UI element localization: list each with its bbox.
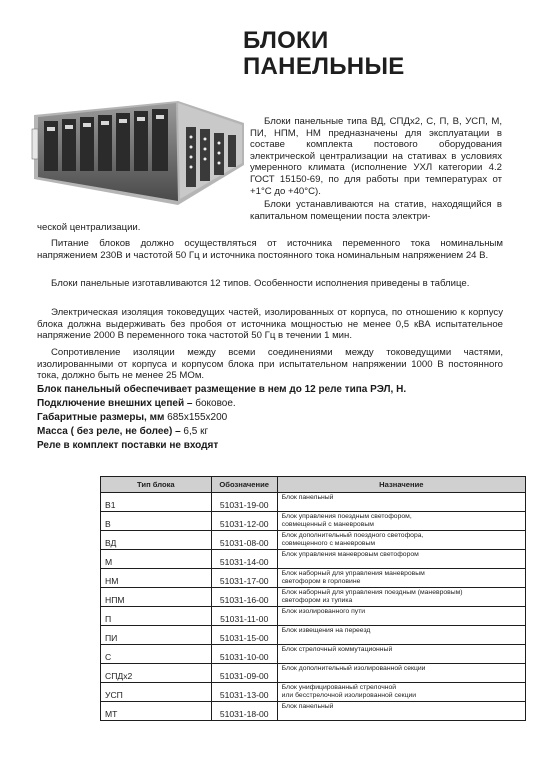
cell-code: 51031-13-00	[211, 683, 277, 702]
cell-code: 51031-11-00	[211, 607, 277, 626]
cell-type: УСП	[101, 683, 212, 702]
cell-code: 51031-12-00	[211, 512, 277, 531]
cell-code: 51031-09-00	[211, 664, 277, 683]
cell-code: 51031-08-00	[211, 531, 277, 550]
power-paragraph: Питание блоков должно осуществляться от источника переменного тока номинальным напряжением 230В и частотой 50 Гц и источника постоянного тока номинальным напряжением 24 В.	[37, 238, 503, 261]
cell-purpose: Блок дополнительный изолированной секции	[277, 664, 525, 683]
cell-purpose: Блок панельный	[277, 493, 525, 512]
cell-code: 51031-18-00	[211, 702, 277, 721]
cell-type: МТ	[101, 702, 212, 721]
table-row	[101, 550, 526, 569]
connection-label: Подключение внешних цепей –	[37, 398, 193, 409]
cell-purpose: Блок наборный для управления маневровым светофором в горловине	[277, 569, 525, 588]
table-row	[101, 493, 526, 512]
cell-purpose: Блок управления поездным светофором, совмещенный с маневровым	[277, 512, 525, 531]
cell-type: СПДх2	[101, 664, 212, 683]
resistance-paragraph: Сопротивление изоляции между всеми соединениями между токоведущими частями, изолированными от корпуса и корпусом блока при испытательном напряжении 1000 В постоянного тока, должно быть не менее 25 МОм.	[37, 347, 503, 382]
table-row	[101, 569, 526, 588]
cell-code: 51031-14-00	[211, 550, 277, 569]
mass-value: 6,5 кг	[180, 426, 209, 437]
table-header-row	[101, 477, 526, 493]
cell-code: 51031-15-00	[211, 626, 277, 645]
header-code: Обозначение	[211, 477, 277, 493]
install-paragraph: Блоки устанавливаются на статив, находящийся в капитальном помещении поста электри-	[250, 199, 502, 222]
relay-capacity: Блок панельный обеспечивает размещение в нем до 12 реле типа РЭЛ, Н.	[37, 384, 407, 395]
blocks-table	[100, 476, 526, 721]
isolation-paragraph: Электрическая изоляция токоведущих частей, изолированных от корпуса, по отношению к корпусу блока должна выдерживать без пробоя от источника мощностью не менее 0,5 кВА испытательное напряжение 2000 В переменного тока частотой 50 Гц в течении 1 мин.	[37, 307, 503, 342]
table-row	[101, 588, 526, 607]
mass-label: Масса ( без реле, не более) –	[37, 426, 181, 437]
cell-type: М	[101, 550, 212, 569]
cell-code: 51031-19-00	[211, 493, 277, 512]
cell-type: В	[101, 512, 212, 531]
table-row	[101, 645, 526, 664]
page-title	[243, 28, 405, 80]
cell-purpose: Блок извещения на переезд	[277, 626, 525, 645]
relay-note: Реле в комплект поставки не входят	[37, 440, 219, 451]
intro-paragraph: Блоки панельные типа ВД, СПДх2, С, П, В, УСП, М, ПИ, НПМ, НМ предназначены для эксплуатации в составе комплекта постового оборудования электрической централизации на стативах в условиях умеренного климата (исполнение УХЛ категории 4.2 ГОСТ 15150-69, по для работы при температурах от +1°С до +40°С).	[250, 116, 502, 197]
panel-block-photo	[28, 93, 246, 213]
table-row	[101, 626, 526, 645]
header-type: Тип блока	[101, 477, 212, 493]
cell-code: 51031-17-00	[211, 569, 277, 588]
cell-purpose: Блок панельный	[277, 702, 525, 721]
dimensions-value: 685х155х200	[164, 412, 228, 423]
cell-code: 51031-16-00	[211, 588, 277, 607]
connection-value: боковое.	[192, 398, 236, 409]
cell-type: НМ	[101, 569, 212, 588]
table-row	[101, 683, 526, 702]
cell-type: НПМ	[101, 588, 212, 607]
cell-type: В1	[101, 493, 212, 512]
connection-spec	[37, 398, 236, 410]
cell-type: П	[101, 607, 212, 626]
cell-purpose: Блок управления маневровым светофором	[277, 550, 525, 569]
table-row	[101, 664, 526, 683]
cell-type: С	[101, 645, 212, 664]
cell-type: ВД	[101, 531, 212, 550]
cell-type: ПИ	[101, 626, 212, 645]
cell-code: 51031-10-00	[211, 645, 277, 664]
title-line-1: БЛОКИ	[243, 27, 329, 54]
table-row	[101, 607, 526, 626]
cell-purpose: Блок наборный для управления поездным (маневровым) светофором из тупика	[277, 588, 525, 607]
mass-spec	[37, 426, 208, 438]
dimensions-spec	[37, 412, 227, 424]
cell-purpose: Блок дополнительный поездного светофора, совмещенного с маневровым	[277, 531, 525, 550]
header-purpose: Назначение	[277, 477, 525, 493]
cell-purpose: Блок унифицированный стрелочной или бесстрелочной изолированной секции	[277, 683, 525, 702]
dimensions-label: Габаритные размеры, мм	[37, 412, 165, 423]
table-row	[101, 512, 526, 531]
cell-purpose: Блок изолированного пути	[277, 607, 525, 626]
table-row	[101, 531, 526, 550]
title-line-2: ПАНЕЛЬНЫЕ	[243, 53, 405, 80]
cell-purpose: Блок стрелочный коммутационный	[277, 645, 525, 664]
types-paragraph: Блоки панельные изготавливаются 12 типов. Особенности исполнения приведены в таблице.	[51, 278, 470, 289]
table-row	[101, 702, 526, 721]
install-paragraph-end: ческой централизации.	[37, 222, 141, 233]
